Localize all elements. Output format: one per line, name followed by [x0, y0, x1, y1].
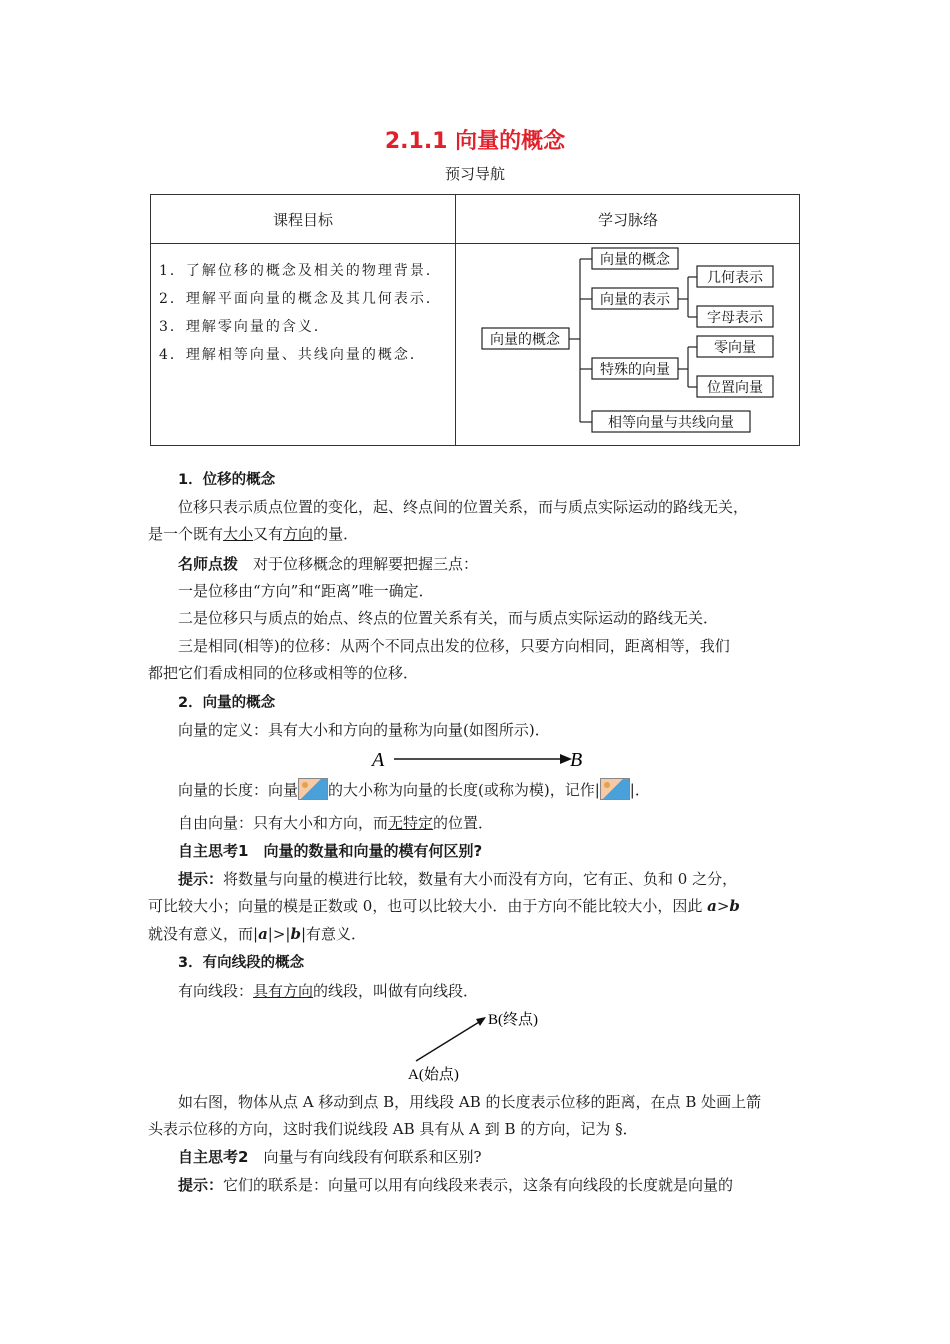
directed-segment-figure: [400, 1005, 560, 1087]
diagram-leaf-label: 几何表示: [707, 270, 763, 286]
section-heading: 1．位移的概念: [178, 472, 276, 488]
text-run: 又有: [253, 525, 284, 543]
vector-symbol-image: [600, 778, 630, 800]
section-heading: 3．有向线段的概念: [178, 955, 305, 971]
diagram-node-label: 特殊的向量: [600, 362, 670, 378]
underlined-term: 方向: [283, 525, 314, 543]
text-run: 向量与有向线段有何联系和区别?: [248, 1148, 482, 1166]
course-goals-list: [159, 257, 451, 369]
preview-nav-table: [150, 194, 800, 446]
text-run: |有意义．: [300, 925, 367, 943]
diagram-node-label: 向量的概念: [600, 252, 670, 268]
text-run: 可比较大小；向量的模是正数或 0，也可以比较大小．由于方向不能比较大小，因此: [148, 897, 708, 915]
text-run: 它们的联系是：向量可以用有向线段来表示，这条有向线段的长度就是向量的: [223, 1176, 734, 1194]
paragraph: [148, 921, 366, 948]
variable: b: [290, 925, 301, 943]
underlined-term: 大小: [223, 525, 254, 543]
point-a-label: A: [372, 749, 385, 771]
paragraph: 头表示位移的方向，这时我们说线段 AB 具有从 A 到 B 的方向，记为 §．: [148, 1120, 638, 1138]
text-run: 将数量与向量的模进行比较，数量有大小而没有方向，它有正、负和 0 之分，: [223, 870, 738, 888]
text-run: >: [716, 897, 730, 915]
page-title: 2.1.1 向量的概念: [384, 129, 566, 154]
paragraph: [148, 521, 358, 548]
paragraph: 如右图，物体从点 A 移动到点 B，用线段 AB 的长度表示位移的距离，在点 B 处画上箭: [178, 1093, 762, 1111]
variable: a: [258, 925, 268, 943]
paragraph: 都把它们看成相同的位移或相等的位移．: [148, 664, 419, 682]
table-header-goals: 课程目标: [272, 211, 333, 229]
diagram-leaf-label: 字母表示: [707, 310, 763, 326]
hint-label: 提示：: [178, 1176, 224, 1194]
text-run: 的量．: [313, 525, 359, 543]
diagram-leaf-label: 零向量: [714, 340, 756, 356]
point-b-label: B: [570, 749, 583, 771]
text-run: ．: [634, 781, 650, 799]
goal-item: 2．理解平面向量的概念及其几何表示．: [159, 291, 442, 307]
goal-item: 4．理解相等向量、共线向量的概念．: [159, 347, 426, 363]
text-run: 是一个既有: [148, 525, 224, 543]
diagram-node-label: 相等向量与共线向量: [608, 415, 734, 431]
diagram-node-label: 向量的表示: [600, 292, 670, 308]
vector-ab-figure: [360, 744, 590, 774]
text-run: 自由向量：只有大小和方向，而: [178, 814, 389, 832]
paragraph: 三是相同(相等)的位移：从两个不同点出发的位移，只要方向相同，距离相等，我们: [178, 637, 730, 655]
startpoint-a-label: A(始点): [408, 1067, 459, 1083]
page-subtitle: 预习导航: [444, 165, 505, 183]
tip-paragraph: [178, 551, 478, 578]
text-run: |>|: [267, 925, 291, 943]
text-run: 对于位移概念的理解要把握三点：: [238, 555, 479, 573]
paragraph: [148, 893, 828, 920]
paragraph: 向量的长度：向量 的大小称为向量的长度(或称为模)，记作| |．: [178, 777, 650, 804]
hint-paragraph: [178, 866, 818, 893]
paragraph: [178, 978, 478, 1005]
variable: b: [729, 897, 740, 915]
hint-label: 提示：: [178, 870, 224, 888]
paragraph: 二是位移只与质点的始点、终点的位置关系有关，而与质点实际运动的路线无关．: [178, 609, 719, 627]
section-heading: 2．向量的概念: [178, 695, 276, 711]
table-header-context: 学习脉络: [597, 211, 658, 229]
diagram-root-label: 向量的概念: [490, 332, 560, 348]
tip-label: 名师点拨: [178, 555, 239, 573]
endpoint-b-label: B(终点): [488, 1012, 538, 1028]
vector-symbol-image: [298, 778, 328, 800]
text-run: 的位置．: [433, 814, 494, 832]
variable: a: [707, 897, 717, 915]
paragraph: 一是位移由“方向”和“距离”唯一确定．: [178, 582, 434, 600]
underlined-term: 无特定: [388, 814, 434, 832]
text-run: 的大小称为向量的长度(或称为模)，记作: [328, 781, 595, 799]
paragraph: 位移只表示质点位置的变化，起、终点间的位置关系，而与质点实际运动的路线无关，: [178, 498, 749, 516]
self-thinking-question: [178, 1144, 481, 1171]
text-run: 有向线段：: [178, 982, 254, 1000]
diagram-leaf-label: 位置向量: [707, 380, 763, 396]
underlined-term: 具有方向: [253, 982, 314, 1000]
hint-paragraph: [178, 1172, 818, 1199]
goal-item: 1．了解位移的概念及相关的物理背景．: [159, 263, 442, 279]
paragraph: 向量的定义：具有大小和方向的量称为向量(如图所示)．: [178, 721, 550, 739]
question-label: 自主思考2: [178, 1148, 249, 1166]
self-thinking-question: 自主思考1 向量的数量和向量的模有何区别?: [178, 842, 483, 860]
text-run: 的线段，叫做有向线段．: [313, 982, 479, 1000]
text-run: 就没有意义，而|: [148, 925, 259, 943]
paragraph: [178, 810, 493, 837]
learning-context-diagram: [456, 244, 800, 446]
text-run: 向量的长度：向量: [178, 781, 299, 799]
goal-item: 3．理解零向量的含义．: [159, 319, 330, 335]
